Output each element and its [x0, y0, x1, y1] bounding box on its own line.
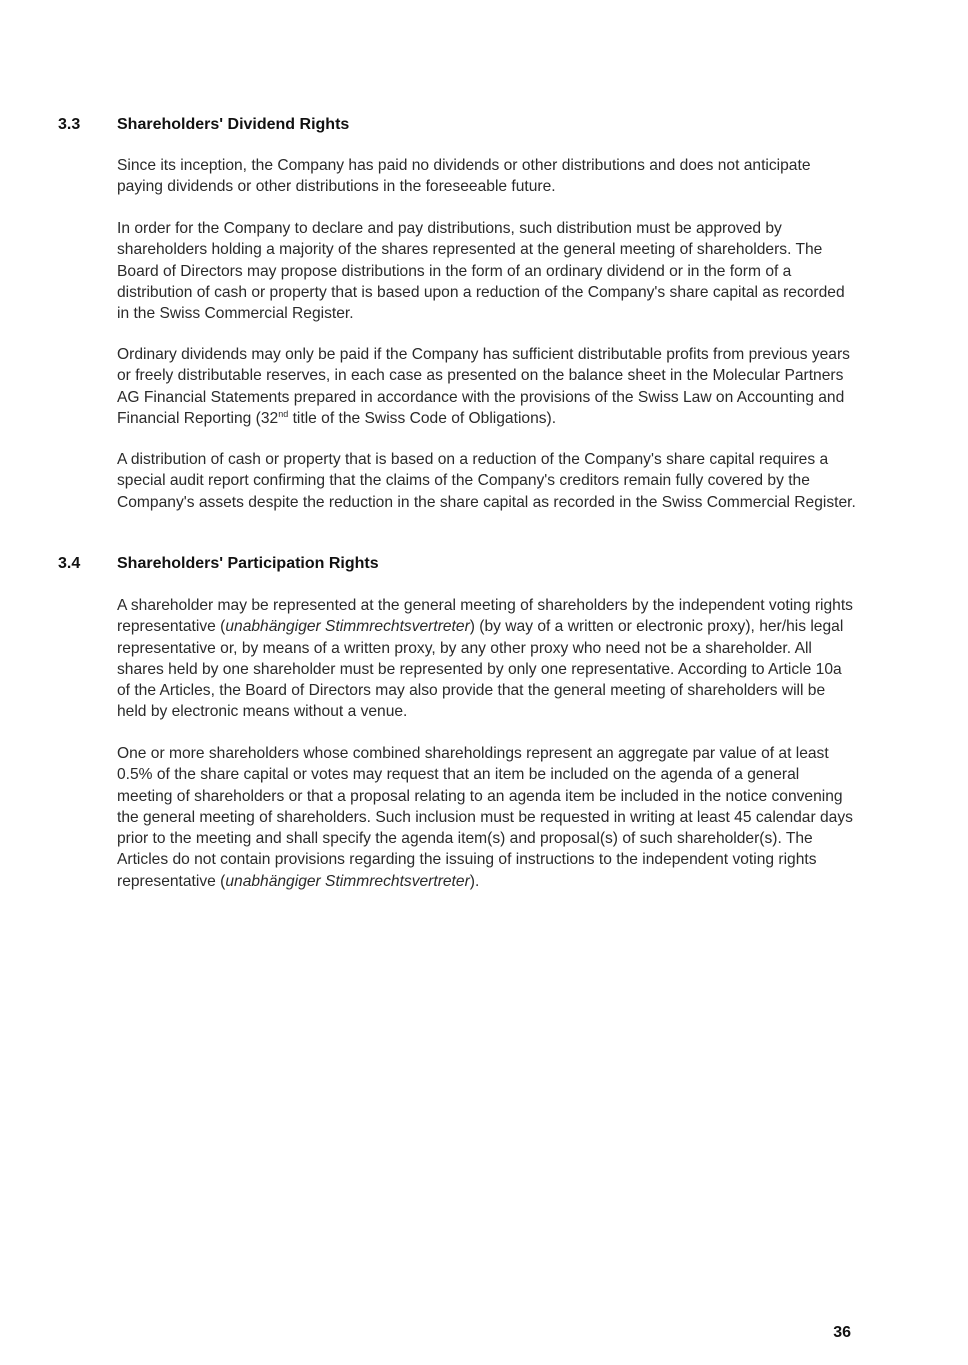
text-segment: One or more shareholders whose combined shareholdings represent an aggregate par value of at least 0.5% of the share capital or votes may request that an item be included on the agenda of a general meeting of shareholders or that a proposal relating to an agenda item be included in the notice convening the general meeting of shareholders. Such inclusion must be requested in writing at least 45 calendar days prior to the meeting and shall specify the agenda item(s) and proposal(s) of such shareholder(s). The Articles do not contain provisions regarding the issuing of instructions to the independent voting rights representative (: [117, 745, 853, 890]
paragraph-dividend-history: Since its inception, the Company has paid no dividends or other distributions and does not anticipate paying dividends or other distributions in the foreseeable future.: [117, 157, 811, 196]
text-segment: ).: [469, 872, 480, 890]
paragraph-agenda-items: [117, 743, 857, 892]
paragraph-distribution-approval: In order for the Company to declare and pay distributions, such distribution must be approved by shareholders holding a majority of the shares represented at the general meeting of shareholders. The Board of Directors may propose distributions in the form of an ordinary dividend or in the form of a distribution of cash or property that is based upon a reduction of the Company's share capital as recorded in the Swiss Commercial Register.: [117, 220, 845, 323]
paragraph-ordinary-dividends: [117, 344, 857, 429]
italic-term: unabhängiger Stimmrechtsvertreter: [225, 618, 470, 636]
section-number: 3.3: [58, 116, 81, 133]
paragraph-capital-reduction: A distribution of cash or property that is based on a reduction of the Company's share capital requires a special audit report confirming that the claims of the Company's creditors remain fully covered by the Company's assets despite the reduction in the share capital as recorded in the Swiss Commercial Register.: [117, 451, 856, 511]
italic-term: unabhängiger Stimmrechtsvertreter: [225, 872, 470, 890]
text-segment: ) (by way of a written or electronic proxy), her/his legal representative or, by means of a written proxy, by any other proxy who need not be a shareholder. All shares held by one shareholder must be represented by only one representative. According to Article 10a of the Articles, the Board of Directors may also provide that the general meeting of shareholders will be held by electronic means without a venue.: [117, 618, 844, 721]
text-segment: title of the Swiss Code of Obligations).: [288, 409, 557, 427]
paragraph-representation: [117, 595, 857, 723]
page-number: 36: [833, 1324, 851, 1341]
section-title: Shareholders' Dividend Rights: [117, 116, 350, 133]
text-segment: A shareholder may be represented at the general meeting of shareholders by the independent voting rights representative (: [117, 597, 853, 636]
section-title: Shareholders' Participation Rights: [117, 555, 379, 572]
section-heading-3-3: [58, 115, 349, 135]
section-number: 3.4: [58, 555, 81, 572]
text-segment: Ordinary dividends may only be paid if the Company has sufficient distributable profits from previous years or freely distributable reserves, in each case as presented on the balance sheet in the Molecular Partners AG Financial Statements prepared in accordance with the provisions of the Swiss Law on Accounting and Financial Reporting (32: [117, 346, 850, 427]
superscript: nd: [278, 408, 289, 419]
section-heading-3-4: [58, 554, 379, 574]
